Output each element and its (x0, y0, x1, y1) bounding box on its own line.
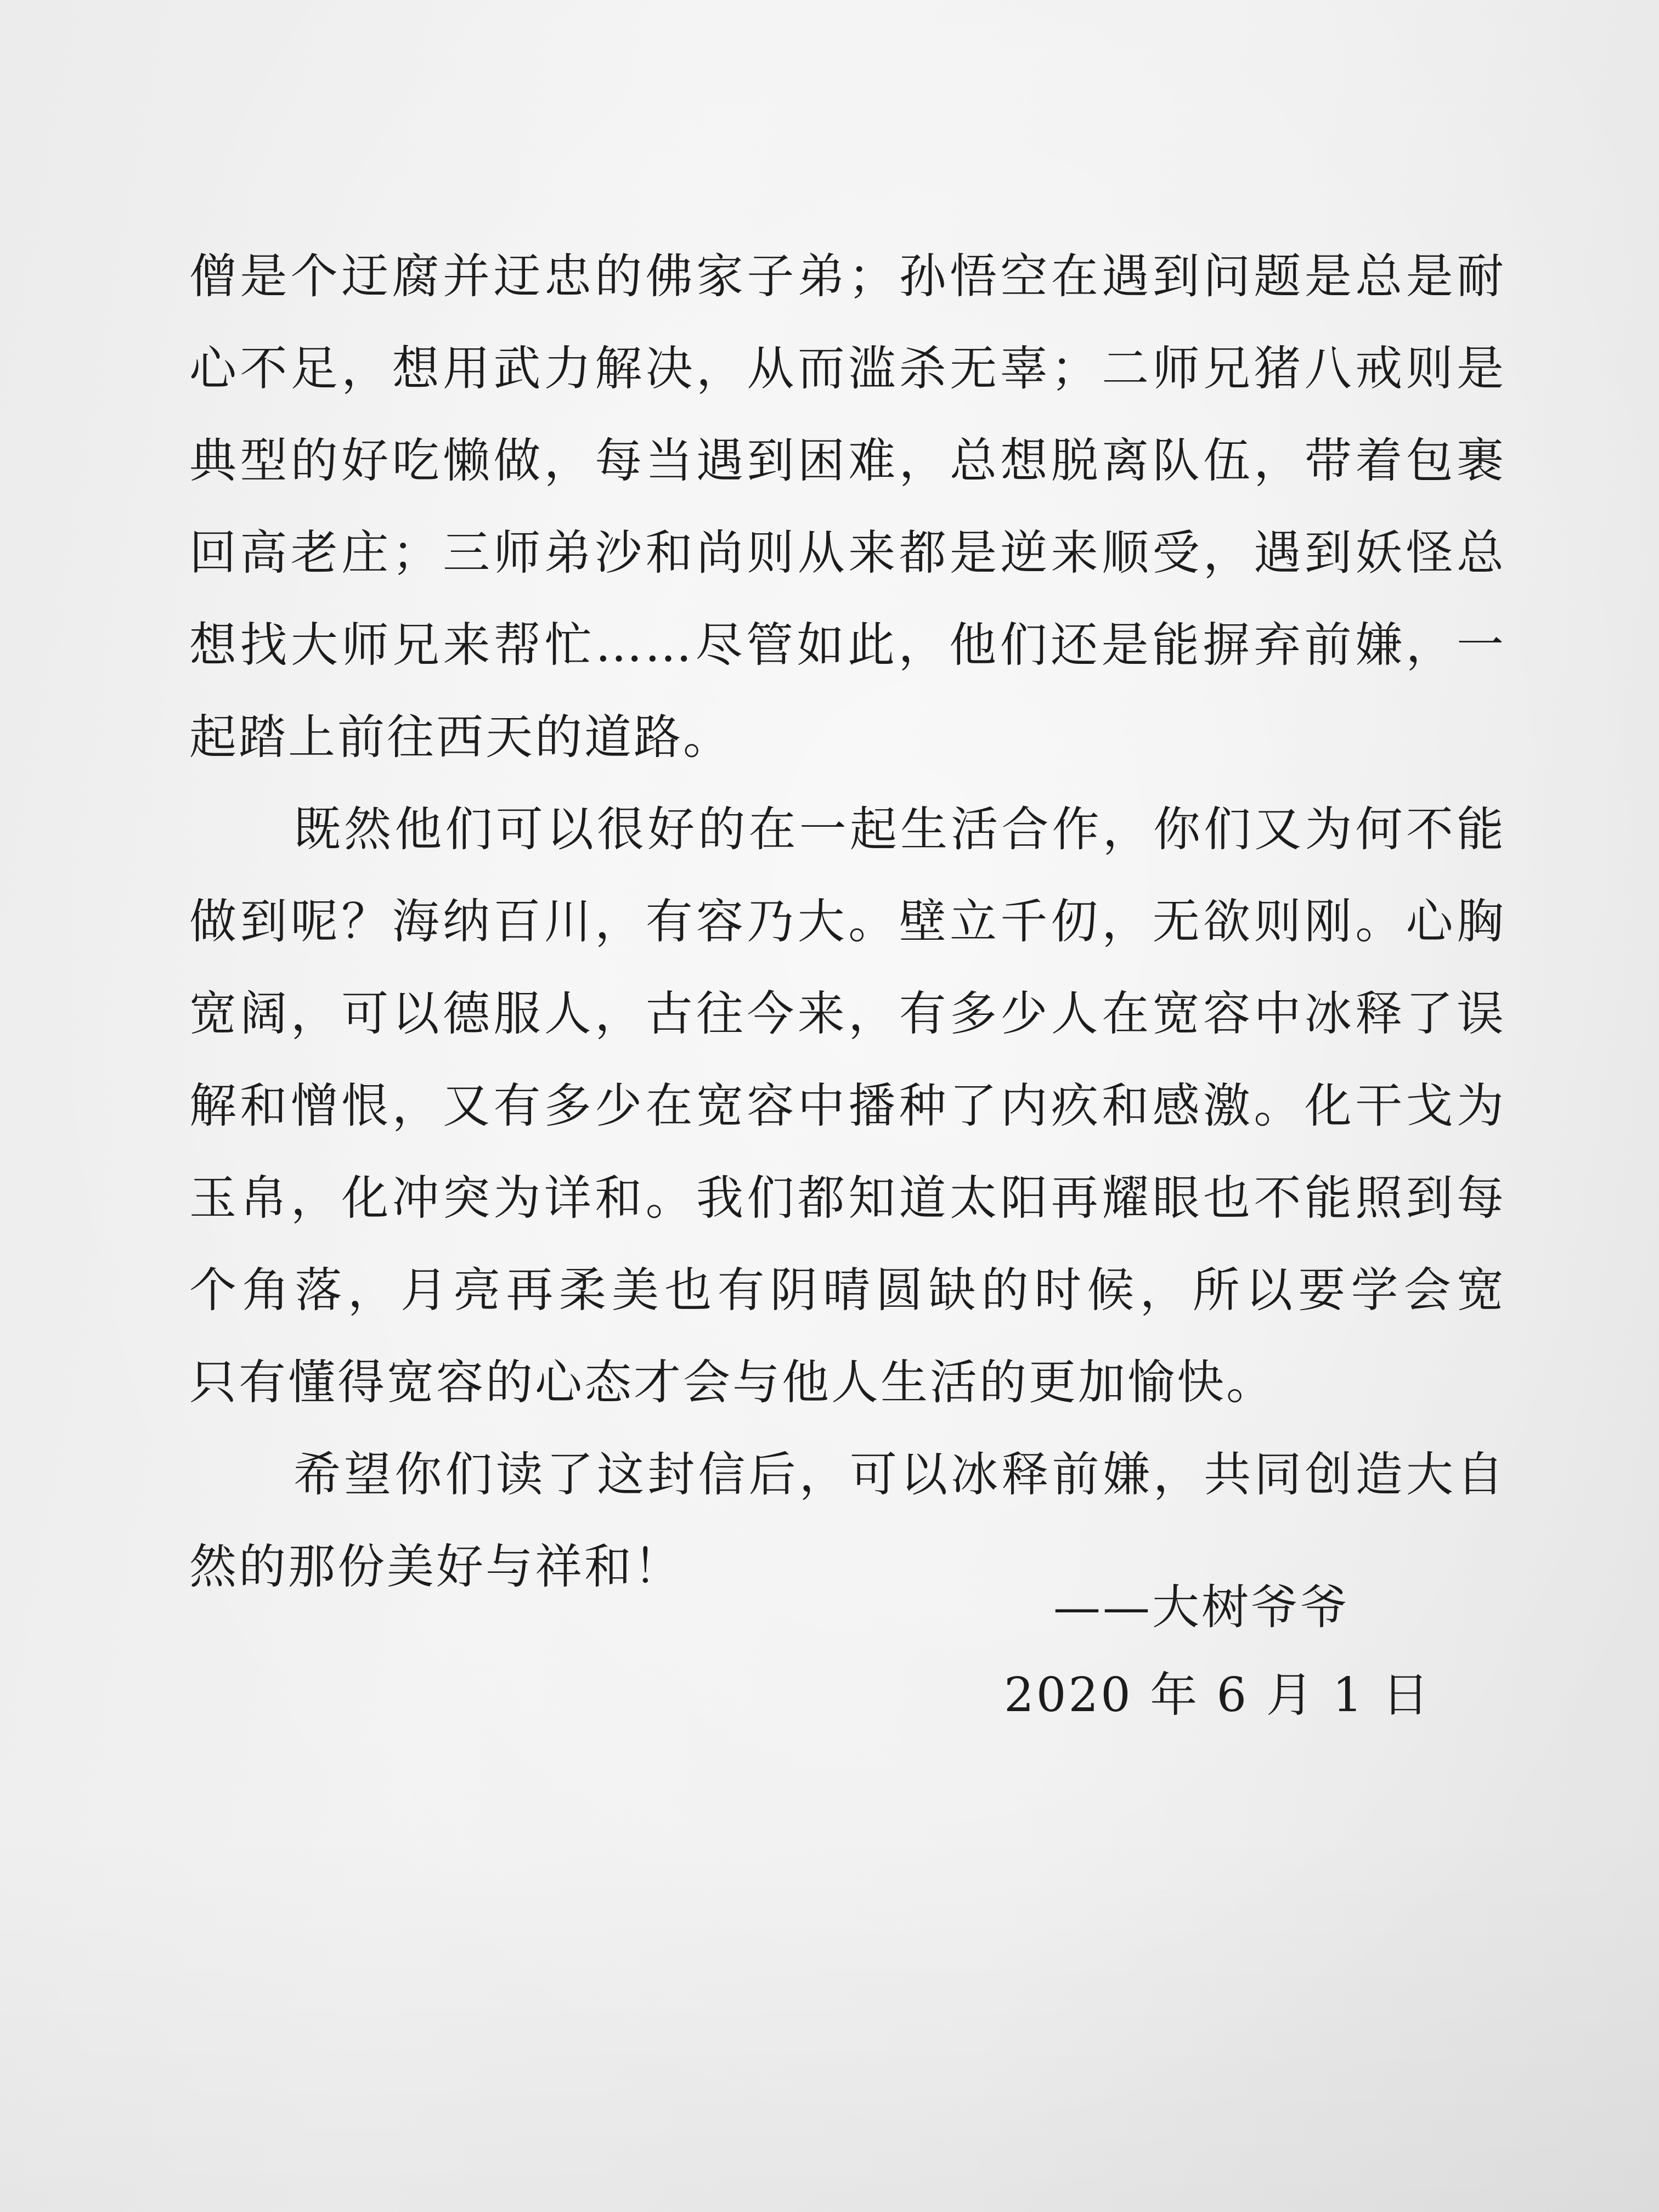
body-line: 起踏上前往西天的道路。 (189, 710, 732, 765)
body-line: 做到呢？海纳百川，有容乃大。壁立千仞，无欲则刚。心胸 (189, 894, 1506, 949)
letter-body (189, 230, 1506, 1613)
body-line: 心不足，想用武力解决，从而滥杀无辜；二师兄猪八戒则是 (189, 341, 1506, 396)
body-line: 宽阔，可以德服人，古往今来，有多少人在宽容中冰释了误 (189, 986, 1506, 1041)
body-line: 然的那份美好与祥和！ (189, 1539, 683, 1594)
body-line: 玉帛，化冲突为详和。我们都知道太阳再耀眼也不能照到每 (189, 1171, 1506, 1226)
body-line: 解和憎恨，又有多少在宽容中播种了内疚和感激。化干戈为 (189, 1079, 1506, 1133)
body-line: 既然他们可以很好的在一起生活合作，你们又为何不能 (294, 802, 1506, 857)
body-line: 想找大师兄来帮忙……尽管如此，他们还是能摒弃前嫌，一 (189, 618, 1506, 673)
body-line: 个角落，月亮再柔美也有阴晴圆缺的时候，所以要学会宽 (189, 1263, 1506, 1318)
body-line: 典型的好吃懒做，每当遇到困难，总想脱离队伍，带着包裹 (189, 433, 1506, 488)
body-line: 僧是个迂腐并迂忠的佛家子弟；孙悟空在遇到问题是总是耐 (189, 249, 1506, 304)
body-line: 只有懂得宽容的心态才会与他人生活的更加愉快。 (189, 1355, 1276, 1410)
body-line: 回高老庄；三师弟沙和尚则从来都是逆来顺受，遇到妖怪总 (189, 526, 1506, 580)
letter-signature: ——大树爷爷 (1053, 1580, 1350, 1635)
letter-date: 2020 年 6 月 1 日 (1004, 1668, 1431, 1723)
body-line: 希望你们读了这封信后，可以冰释前嫌，共同创造大自 (294, 1447, 1506, 1502)
